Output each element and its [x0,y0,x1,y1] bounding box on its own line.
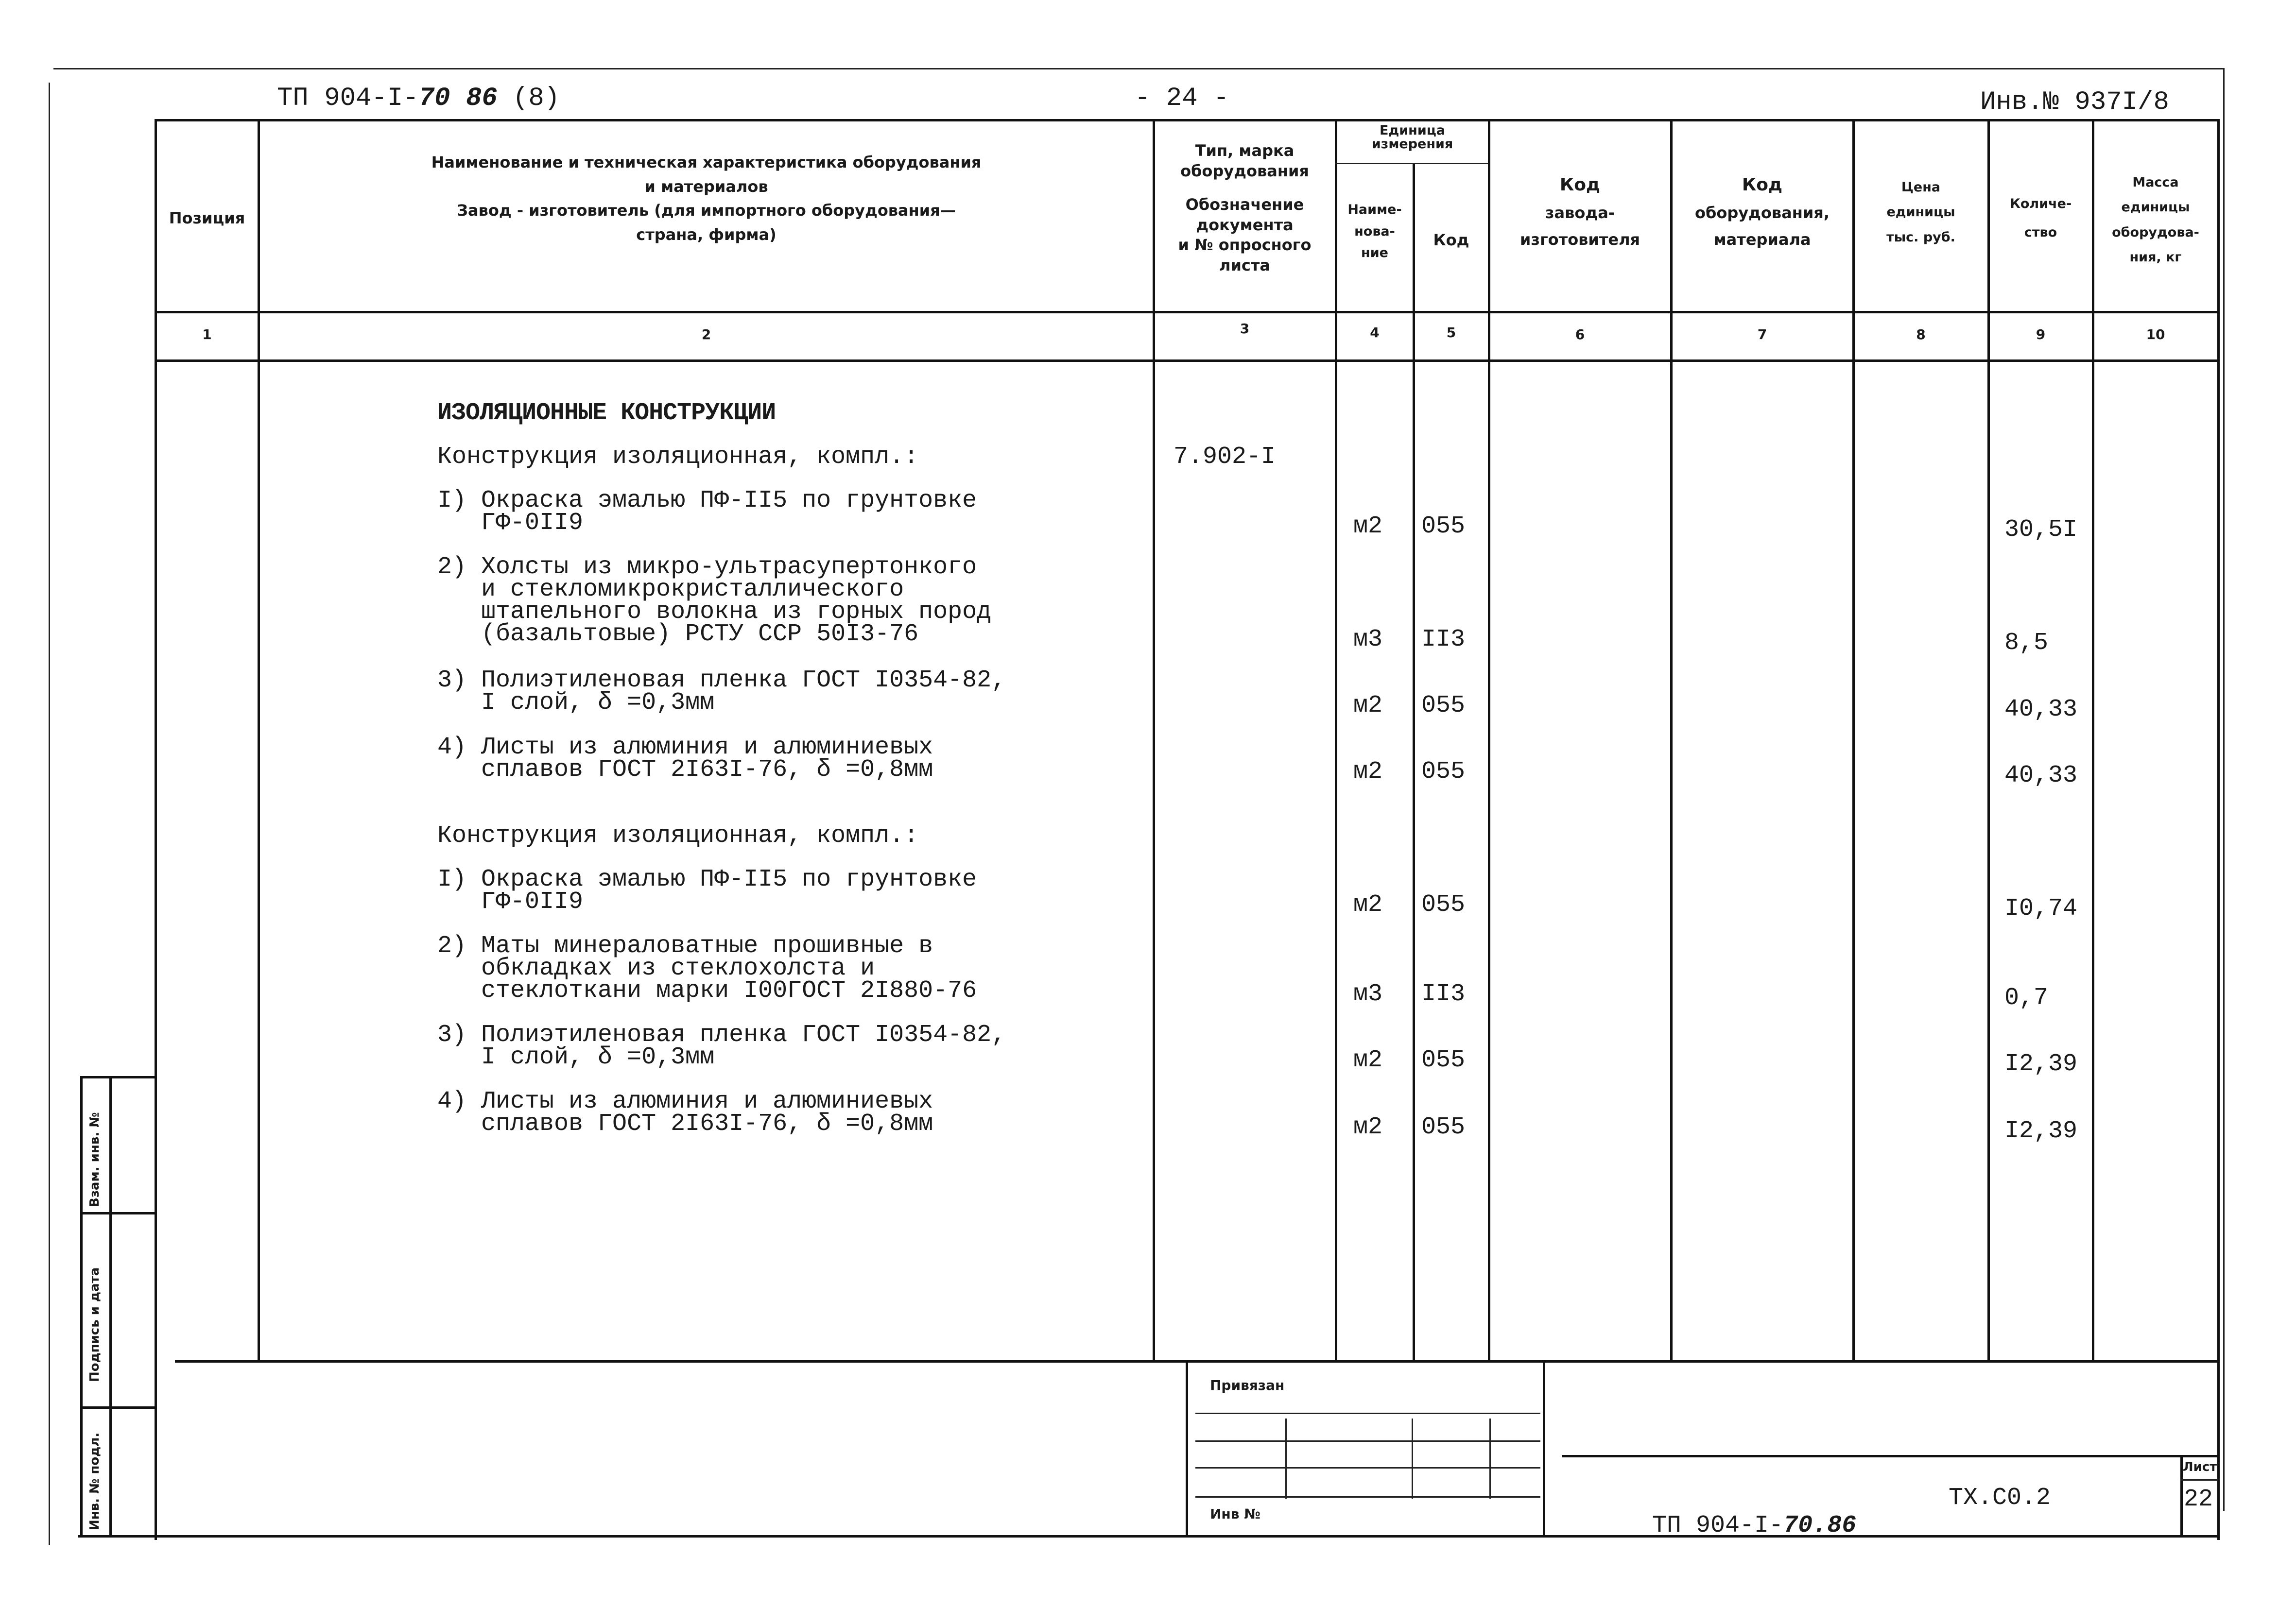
side-stamp-left [80,1076,83,1538]
group2-item3-qty: I2,39 [2004,1050,2078,1078]
group2-item1-qty: I0,74 [2004,895,2078,923]
header-plant-code-line1: Код [1559,175,1601,195]
colnum-2: 2 [701,326,711,342]
header-equipment-code [1672,170,1852,253]
group2-item2-code: II3 [1421,980,1466,1008]
linked-box-left [1186,1360,1188,1535]
page-number: - 24 - [1135,84,1229,113]
header-unit-group [1337,124,1488,152]
sheet-top-border [53,68,2223,69]
side-field-signature-date: Подпись и дата [87,1267,102,1382]
header-mass-line2: единицы [2121,200,2190,215]
side-stamp-sep2 [80,1406,157,1409]
linked-row-4 [1195,1496,1540,1498]
group2-item3-unit: м2 [1353,1046,1383,1074]
linked-label: Привязан [1210,1377,1285,1393]
header-mass [2094,170,2217,270]
group2-title: Конструкция изоляционная, компл.: [437,822,919,850]
col-sep-8 [1987,119,1990,1360]
header-type-line5: и № опросного [1178,236,1312,255]
colnum-bottom-border [155,359,2220,362]
group2-item1-unit: м2 [1353,891,1383,919]
sheet-left-edge [49,83,50,1545]
header-plant-code-line3: изготовителя [1519,230,1640,249]
titleblock-doc-code [1623,1484,1856,1539]
colnum-10: 10 [2146,326,2165,342]
header-unit-name-line3: ние [1361,245,1388,261]
header-mass-line4: ния, кг [2129,249,2182,265]
header-name-line2: и материалов [644,177,768,196]
titleblock-mark: ТХ.С0.2 [1949,1484,2051,1512]
header-type-line1: Тип, марка [1195,141,1295,160]
table-right-border [2217,119,2220,1540]
doc-code-printed: ТП 904-I- [277,84,419,113]
header-name-line4: страна, фирма) [636,225,777,244]
sheet-label: Лист [2183,1460,2217,1474]
header-unit-line1: Единица [1380,123,1445,138]
linked-row-2 [1195,1440,1540,1442]
doc-code-handwritten: 70 86 [418,84,498,113]
group1-item3-code: 055 [1421,692,1466,719]
inv-no-label: Инв № [1210,1506,1260,1522]
header-price-line1: Цена [1901,180,1941,195]
group2-item2-unit: м3 [1353,980,1383,1008]
header-price-line2: единицы [1886,205,1955,220]
header-equipment-code-line1: Код [1742,175,1783,195]
sheet-number: 22 [2184,1486,2213,1513]
header-plant-code-line2: завода- [1545,204,1615,222]
inventory-number: Инв.№ 937I/8 [1980,87,2169,117]
sheet-bottom-border [78,1535,2220,1538]
header-name [260,151,1153,247]
header-quantity-line2: ство [2024,225,2057,240]
colnum-7: 7 [1757,326,1767,342]
group1-item2-qty: 8,5 [2004,629,2049,657]
section-title: ИЗОЛЯЦИОННЫЕ КОНСТРУКЦИИ [437,399,776,427]
titleblock-doc-code-printed: ТП 904-I- [1652,1512,1784,1539]
header-type-line4: документа [1196,215,1294,234]
header-bottom-border [155,311,2220,313]
header-quantity-line1: Количе- [2009,196,2072,211]
col-sep-4 [1413,163,1415,1360]
header-plant-code [1490,170,1670,253]
group1-item4-unit: м2 [1353,758,1383,786]
side-field-original-inv: Инв. № подл. [87,1432,102,1530]
side-field-replacement-inv: Взам. инв. № [87,1112,102,1207]
colnum-3: 3 [1240,321,1250,337]
header-type-line6: листа [1219,256,1270,274]
linked-col-3 [1489,1419,1491,1499]
group1-item3-unit: м2 [1353,692,1383,719]
group2-item1-code: 055 [1421,891,1466,919]
group1-item1-qty: 30,5I [2004,516,2078,544]
group2-item3: 3) Полиэтиленовая пленка ГОСТ I0354-82, I слой, δ =0,3мм [437,1021,1006,1071]
titleblock-doc-code-handwritten: 70.86 [1783,1512,1857,1539]
group2-item4-unit: м2 [1353,1113,1383,1141]
titleblock-sep [1562,1455,2220,1457]
header-mass-line3: оборудова- [2112,224,2199,240]
group1-item4-qty: 40,33 [2004,762,2078,789]
col-sep-1 [258,119,260,1360]
linked-box-right [1543,1360,1545,1535]
side-stamp-sep1 [80,1212,157,1214]
group2-item3-code: 055 [1421,1046,1466,1074]
unit-group-divider [1335,163,1488,164]
group2-item2: 2) Маты минераловатные прошивные в обкладках из стеклохолста и стеклоткани марки I00ГОСТ 2I880-76 [437,932,977,1005]
col-sep-3 [1335,119,1337,1360]
header-type [1155,141,1335,276]
group1-item1-unit: м2 [1353,513,1383,540]
linked-row-3 [1195,1467,1540,1469]
sheet-right-border [2223,68,2225,1511]
doc-code-top [277,84,498,113]
group1-item1-code: 055 [1421,513,1466,540]
col-sep-9 [2092,119,2094,1360]
header-type-line2: оборудования [1180,161,1309,180]
group2-item2-qty: 0,7 [2004,984,2049,1012]
col-sep-7 [1852,119,1855,1360]
sheet-in-set: (8) [513,84,560,113]
side-stamp-divider [109,1076,112,1538]
header-price [1854,175,1987,250]
header-name-line3: Завод - изготовитель (для импортного оборудования— [457,201,956,220]
header-quantity [1989,189,2092,247]
header-name-line1: Наименование и техническая характеристика оборудования [431,153,982,171]
col-sep-6 [1670,119,1673,1360]
col-sep-5 [1488,119,1490,1360]
group1-title: Конструкция изоляционная, компл.: [437,443,919,471]
group1-item4-code: 055 [1421,758,1466,786]
colnum-6: 6 [1575,326,1585,342]
group2-item4-qty: I2,39 [2004,1117,2078,1145]
group1-item3-qty: 40,33 [2004,696,2078,723]
group2-item4-code: 055 [1421,1113,1466,1141]
colnum-5: 5 [1446,325,1456,341]
group1-item2: 2) Холсты из микро-ультрасупертонкого и стекломикрокристаллического штапельного волокна из горных пород (базальтовые) РСТУ ССР 50I3-76 [437,553,992,648]
col-sep-2 [1153,119,1155,1360]
side-stamp-top [80,1076,157,1078]
header-price-line3: тыс. руб. [1886,229,1955,245]
header-position: Позиция [169,209,245,227]
linked-row-1 [1195,1413,1540,1414]
header-equipment-code-line2: оборудования, [1695,204,1830,222]
group1-item4: 4) Листы из алюминия и алюминиевых сплавов ГОСТ 2I63I-76, δ =0,8мм [437,734,933,784]
group1-item2-code: II3 [1421,626,1466,653]
header-unit-name-line1: Наиме- [1347,202,1402,217]
group2-item4: 4) Листы из алюминия и алюминиевых сплавов ГОСТ 2I63I-76, δ =0,8мм [437,1088,933,1138]
sheet-cell-sep [2180,1479,2218,1481]
header-unit-name [1337,199,1413,264]
header-equipment-code-line3: материала [1713,230,1811,249]
colnum-8: 8 [1916,326,1926,342]
group1-item3: 3) Полиэтиленовая пленка ГОСТ I0354-82, I слой, δ =0,3мм [437,667,1006,717]
header-unit-name-line2: нова- [1354,223,1395,239]
header-unit-code: Код [1433,231,1469,249]
linked-col-2 [1412,1419,1413,1499]
colnum-1: 1 [202,326,212,342]
table-top-border [155,119,2220,121]
group1-code: 7.902-I [1174,443,1276,471]
header-mass-line1: Масса [2132,175,2179,190]
colnum-9: 9 [2036,326,2046,342]
colnum-4: 4 [1370,325,1380,341]
header-type-line3: Обозначение [1185,195,1304,214]
header-unit-line2: измерения [1371,137,1453,152]
group1-item1: I) Окраска эмалью ПФ-II5 по грунтовке ГФ-0II9 [437,487,977,537]
group1-item2-unit: м3 [1353,626,1383,653]
linked-col-1 [1285,1419,1287,1499]
group2-item1: I) Окраска эмалью ПФ-II5 по грунтовке ГФ-0II9 [437,866,977,916]
titleblock-top [1545,1360,2220,1363]
